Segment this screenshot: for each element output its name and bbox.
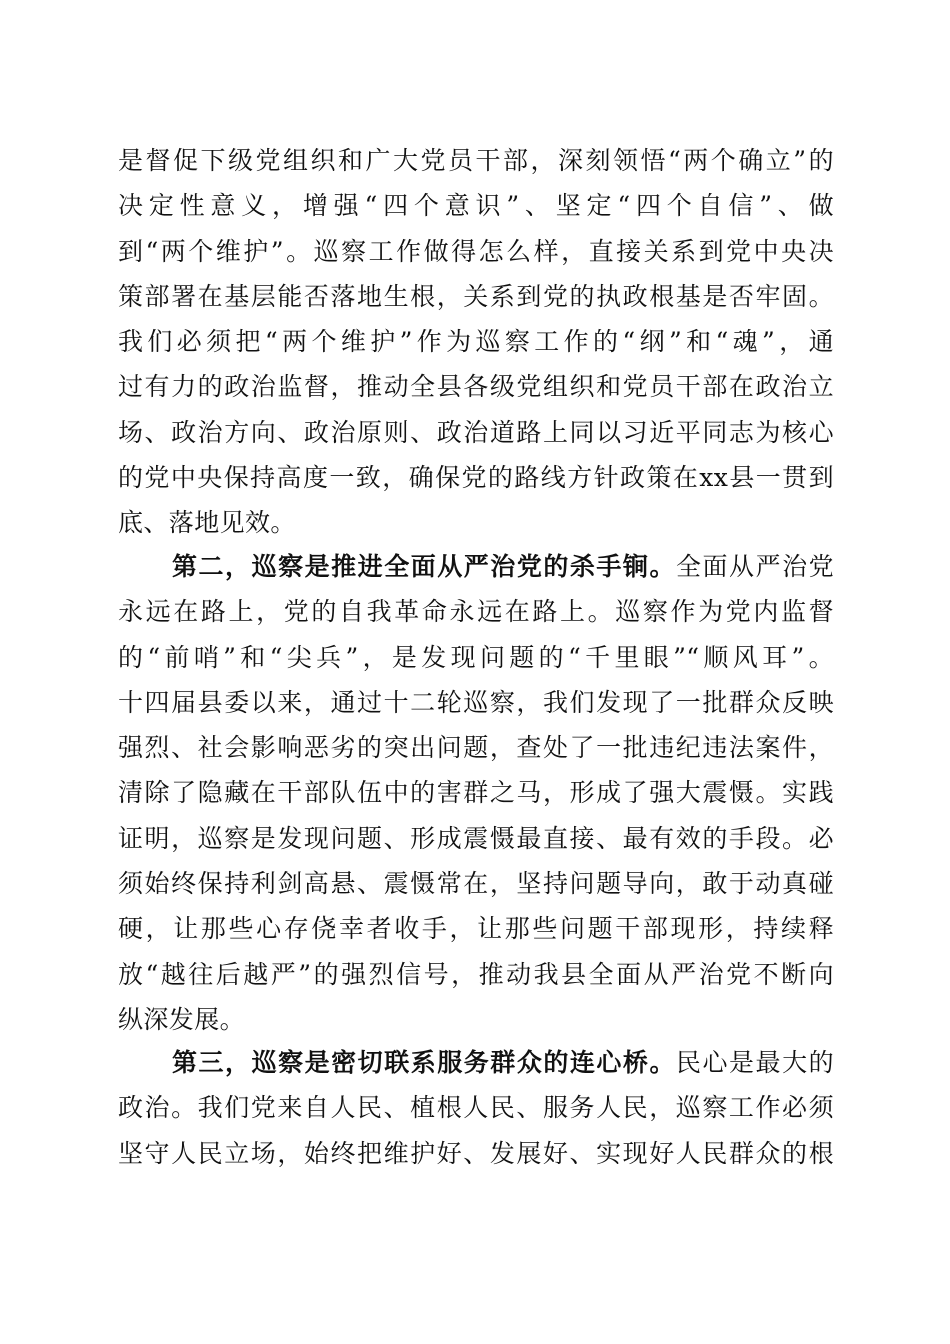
paragraph-2-line-7: 证明，巡察是发现问题、形成震慑最直接、最有效的手段。必 — [118, 823, 834, 853]
paragraph-1-line-5: 我们必须把“两个维护”作为巡察工作的“纲”和“魂”，通 — [118, 327, 834, 357]
paragraph-2 — [118, 544, 834, 1042]
paragraph-2-heading: 第二，巡察是推进全面从严治党的杀手锏。 — [172, 552, 676, 581]
paragraph-1-line-9: 底、落地见效。 — [118, 508, 296, 538]
paragraph-1 — [118, 138, 834, 546]
paragraph-3 — [118, 1040, 834, 1176]
paragraph-1-line-8: 的党中央保持高度一致，确保党的路线方针政策在xx县一贯到 — [118, 463, 834, 493]
paragraph-1-line-6: 过有力的政治监督，推动全县各级党组织和党员干部在政治立 — [118, 372, 834, 402]
paragraph-2-line-3: 的“前哨”和“尖兵”，是发现问题的“千里眼”“顺风耳”。 — [118, 642, 834, 672]
paragraph-1-line-7: 场、政治方向、政治原则、政治道路上同以习近平同志为核心 — [118, 417, 834, 447]
paragraph-2-line-9: 硬，让那些心存侥幸者收手，让那些问题干部现形，持续释 — [118, 914, 834, 944]
paragraph-3-first-line-rest: 民心是最大的 — [675, 1048, 834, 1077]
paragraph-1-line-2: 决定性意义，增强“四个意识”、坚定“四个自信”、做 — [118, 191, 834, 221]
paragraph-2-line-11: 纵深发展。 — [118, 1004, 246, 1034]
paragraph-3-line-3: 坚守人民立场，始终把维护好、发展好、实现好人民群众的根 — [118, 1138, 834, 1168]
paragraph-2-line-5: 强烈、社会影响恶劣的突出问题，查处了一批违纪违法案件， — [118, 733, 834, 763]
paragraph-1-line-4: 策部署在基层能否落地生根，关系到党的执政根基是否牢固。 — [118, 281, 834, 311]
paragraph-2-first-line-rest: 全面从严治党 — [675, 552, 834, 581]
paragraph-2-line-6: 清除了隐藏在干部队伍中的害群之马，形成了强大震慑。实践 — [118, 778, 834, 808]
paragraph-3-line-2: 政治。我们党来自人民、植根人民、服务人民，巡察工作必须 — [118, 1093, 834, 1123]
paragraph-1-line-1: 是督促下级党组织和广大党员干部，深刻领悟“两个确立”的 — [118, 146, 834, 175]
paragraph-2-line-4: 十四届县委以来，通过十二轮巡察，我们发现了一批群众反映 — [118, 687, 834, 717]
paragraph-1-line-3: 到“两个维护”。巡察工作做得怎么样，直接关系到党中央决 — [118, 236, 834, 266]
paragraph-2-line-10: 放“越往后越严”的强烈信号，推动我县全面从严治党不断向 — [118, 959, 834, 989]
paragraph-3-first-line — [118, 1040, 834, 1085]
paragraph-2-first-line — [118, 544, 834, 589]
paragraph-2-line-2: 永远在路上，党的自我革命永远在路上。巡察作为党内监督 — [118, 597, 834, 627]
paragraph-2-line-8: 须始终保持利剑高悬、震慑常在，坚持问题导向，敢于动真碰 — [118, 869, 834, 899]
paragraph-3-heading: 第三，巡察是密切联系服务群众的连心桥。 — [172, 1048, 676, 1077]
